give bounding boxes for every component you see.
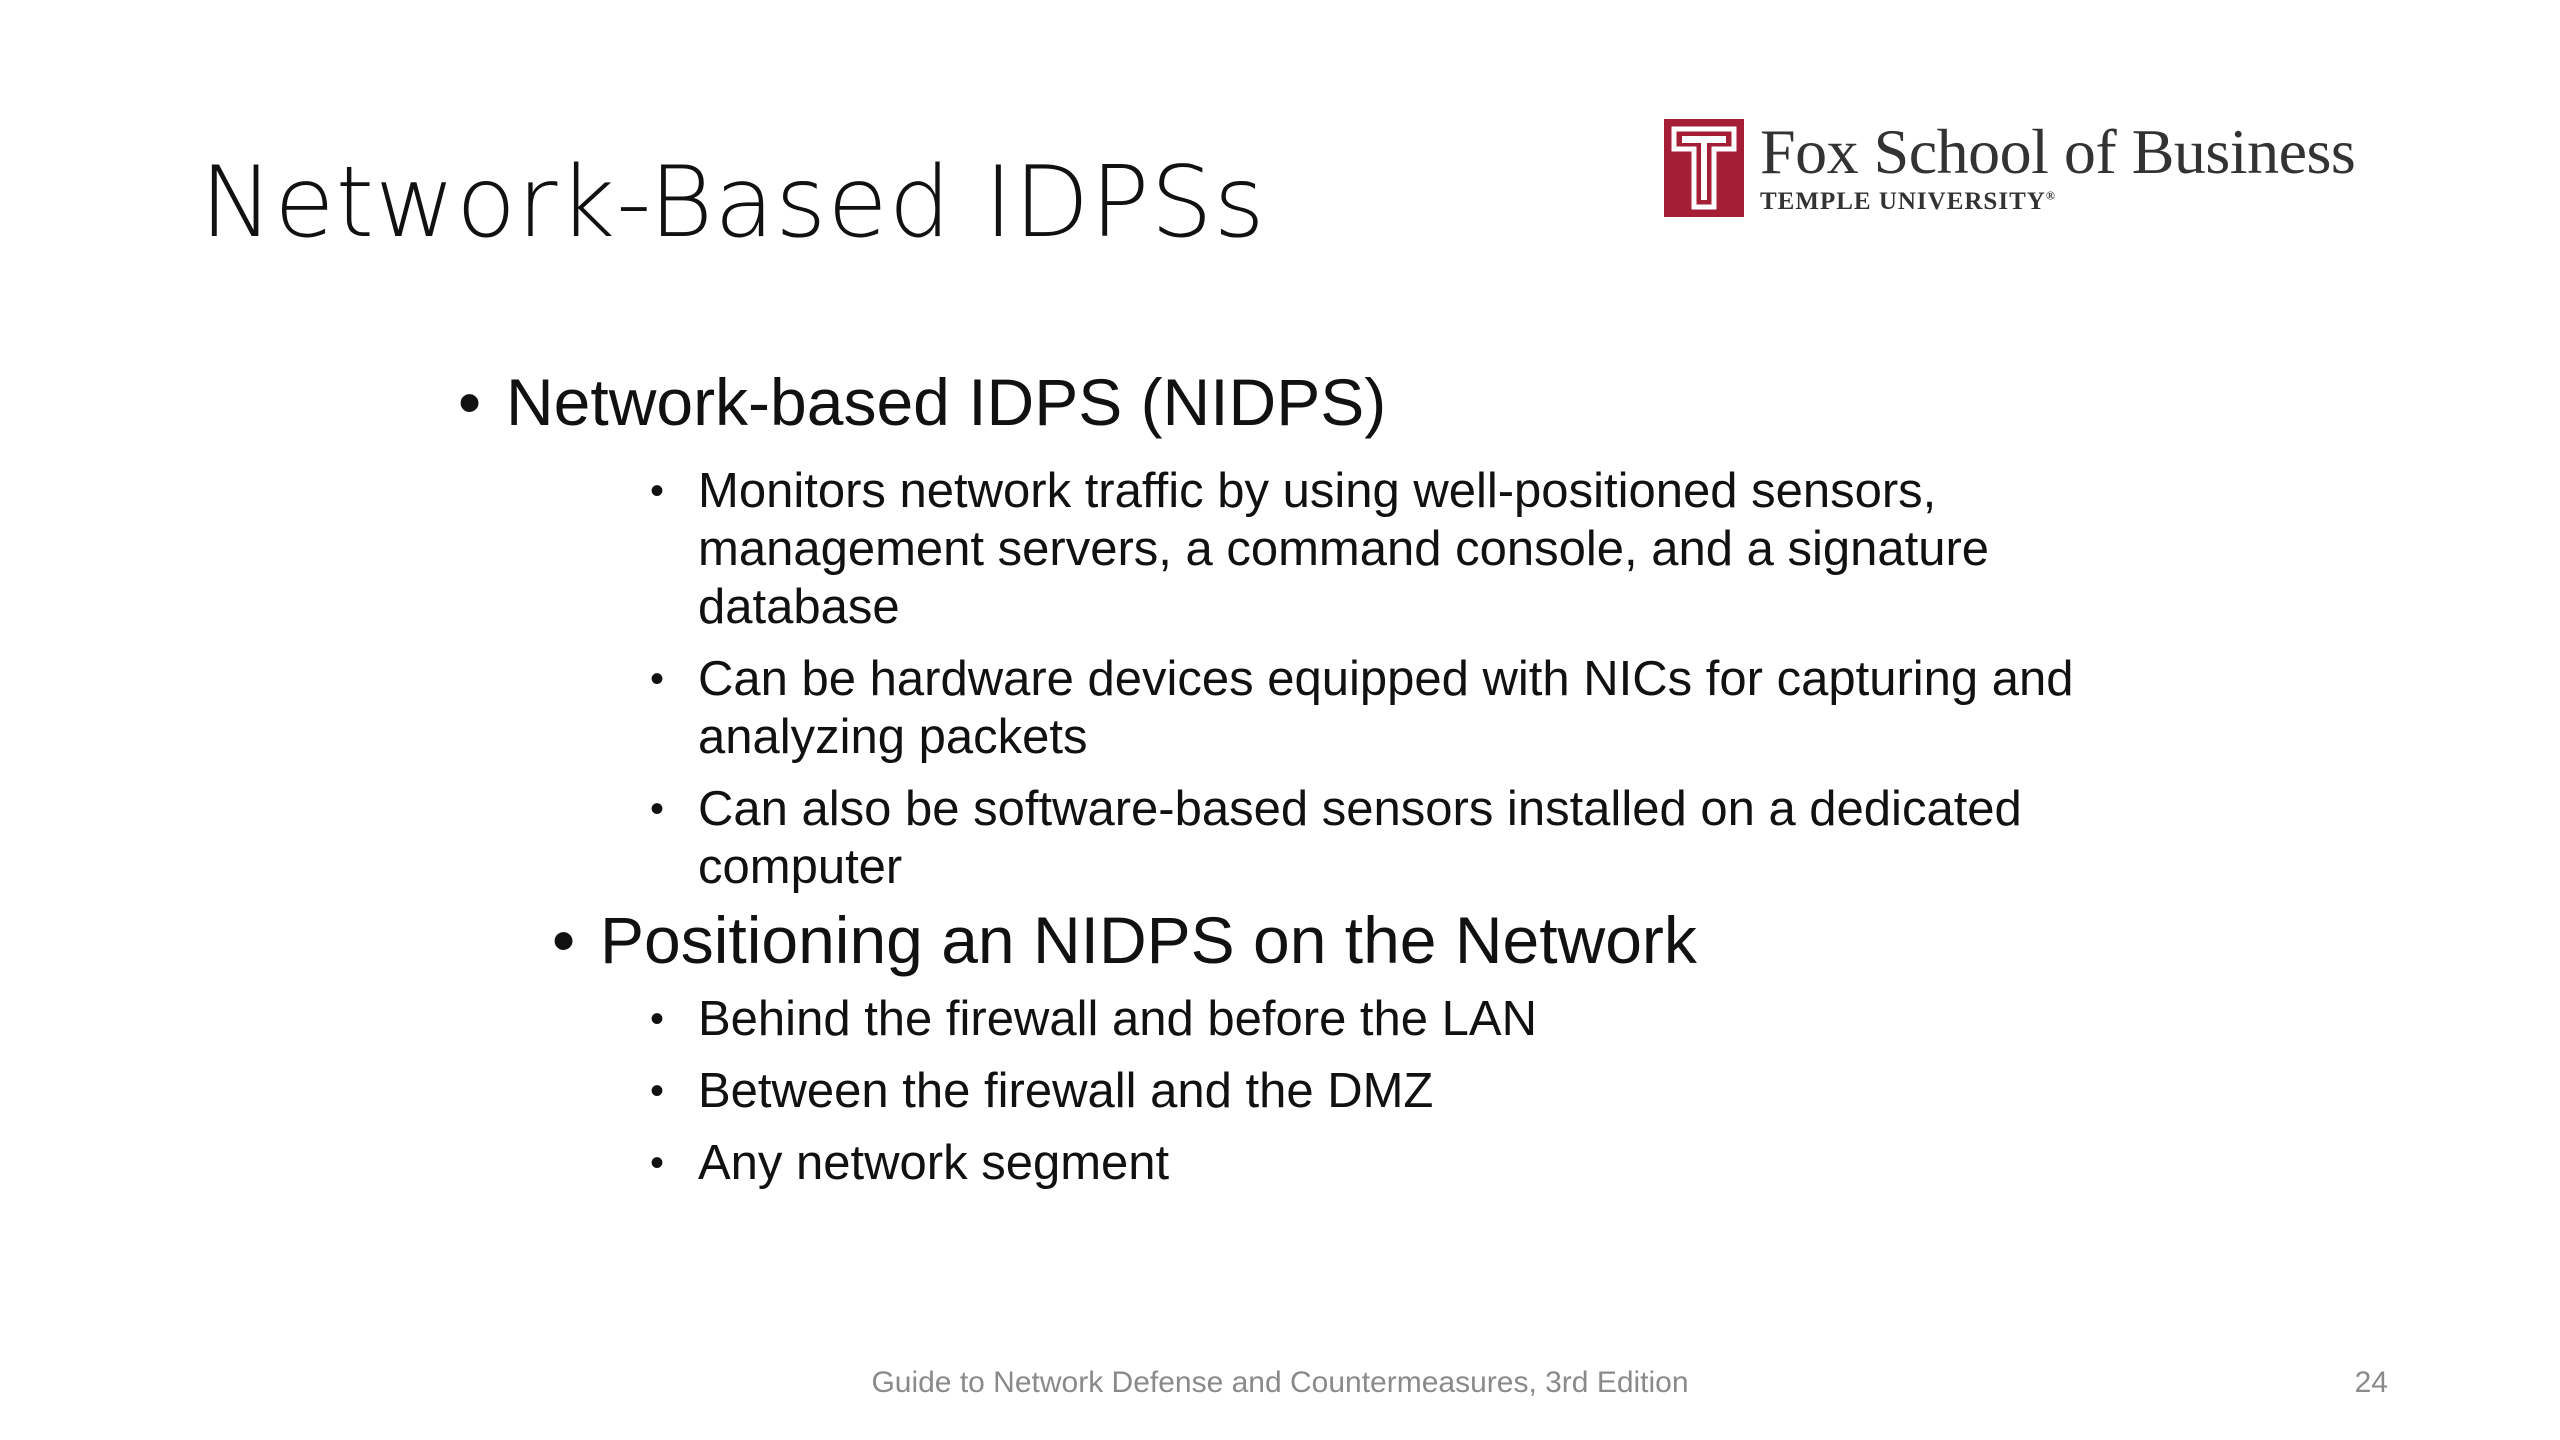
bullet-text: Positioning an NIDPS on the Network — [600, 903, 1697, 977]
bullet-dot: • — [552, 903, 576, 977]
bullet-text: Monitors network traffic by using well-positioned sensors, management servers, a command console, and a signature database — [698, 464, 1990, 634]
temple-t-icon — [1664, 119, 1744, 217]
fox-school-logo — [1664, 118, 2384, 218]
list-item — [458, 362, 2358, 442]
list-item — [650, 1134, 2250, 1192]
bullet-text: Can also be software-based sensors installed on a dedicated computer — [698, 782, 2022, 894]
bullet-text: Network-based IDPS (NIDPS) — [506, 365, 1387, 439]
slide-title: Network-Based IDPSs — [200, 146, 1266, 260]
slide-footer: Guide to Network Defense and Countermeasures, 3rd Edition — [871, 1366, 1689, 1399]
list-item — [650, 780, 2150, 896]
logo-school-name: Fox School of Business — [1760, 116, 2356, 188]
bullet-text: Between the firewall and the DMZ — [698, 1064, 1434, 1118]
bullet-text: Any network segment — [698, 1136, 1170, 1190]
bullet-text: Behind the firewall and before the LAN — [698, 992, 1537, 1046]
list-item — [650, 1062, 2250, 1120]
page-number: 24 — [2354, 1366, 2388, 1399]
bullet-dot: • — [650, 657, 665, 701]
list-item — [650, 650, 2190, 766]
logo-text — [1760, 116, 2356, 216]
bullet-dot: • — [650, 997, 665, 1041]
list-item — [552, 900, 2352, 980]
list-item — [650, 462, 2120, 636]
bullet-dot: • — [458, 365, 482, 439]
bullet-dot: • — [650, 469, 665, 513]
bullet-dot: • — [650, 1141, 665, 1185]
bullet-dot: • — [650, 1069, 665, 1113]
logo-university-name: TEMPLE UNIVERSITY® — [1760, 188, 2056, 216]
bullet-text: Can be hardware devices equipped with NICs for capturing and analyzing packets — [698, 652, 2074, 764]
list-item — [650, 990, 2250, 1048]
bullet-dot: • — [650, 787, 665, 831]
